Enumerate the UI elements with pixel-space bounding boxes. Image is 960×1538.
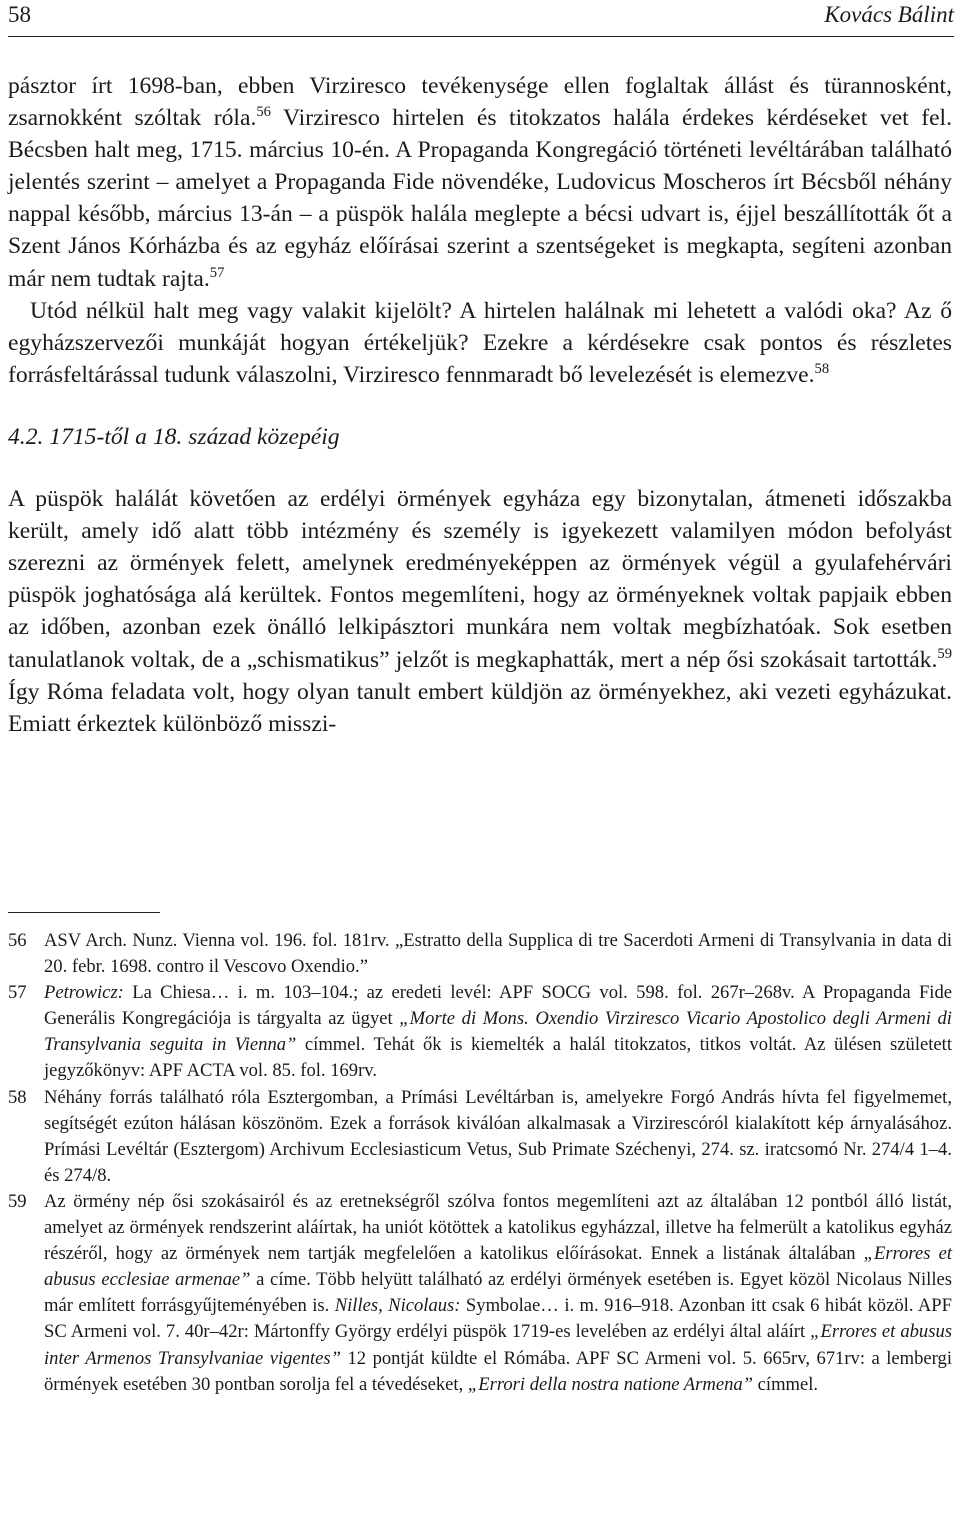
footnote-number: 56 xyxy=(8,930,27,951)
page-number: 58 xyxy=(8,2,31,27)
footnote-author: Nilles, Nicolaus: xyxy=(334,1295,461,1317)
footnote-text: a címe. Több helyütt található az erdélyi örmények esetében is. Egyet közöl Nicolaus Nilles már említett forrásgyűjteményében is. xyxy=(44,1269,952,1317)
footnotes xyxy=(8,928,952,1398)
footnote-text: Symbolae… i. m. 916–918. Azonban itt csak 6 hibát közöl. APF SC Armeni vol. 7. 40r–42r: Mártonffy György erdélyi püspök 1719-es levelében az erdélyi által aláírt xyxy=(44,1295,952,1343)
main-text xyxy=(8,70,952,740)
footnote-56 xyxy=(8,928,952,980)
paragraph-1-text-b: Virziresco hirtelen és titokzatos halála érdekes kérdéseket vet fel. Bécsben halt meg, 1715. március 10-én. A Propaganda Kongregáció történeti levéltárában található jelentés szerint – amelyet a Propaganda Fide növendéke, Ludovicus Moscheros írt Bécsből néhány nappal később, március 13-án – a püspök halála meglepte a bécsi udvart is, éjjel beszállították őt a Szent János Kórházba és az egyház előírásai szerint a szentségeket is megkapta, segíteni azonban már nem tudtak rajta. xyxy=(8,105,952,292)
paragraph-3 xyxy=(8,483,952,740)
footnote-text: címmel. xyxy=(753,1373,819,1395)
footnote-text: 12 pontját küldte el Rómába. APF SC Armeni vol. 5. 665rv, 671rv: a lembergi örmények esetében 30 pontban sorolja fel a tévedéseket, xyxy=(44,1347,953,1395)
footnote-text: Az örmény nép ősi szokásairól és az eretnekségről szólva fontos megemlíteni azt az általában 12 pontból álló listát, amelyet az örmények rendszerint aláírtak, ha uniót kötöttek a katolikus egyházzal, illetve ha felmerült a katolikus egyház részéről, hogy az örmények nem tartják megfelelően a katolikus előírásokat. Ennek a listának általában xyxy=(44,1190,952,1265)
footnote-italic-title: „Errori della nostra natione Armena” xyxy=(467,1373,754,1395)
paragraph-1-text-a: pásztor írt 1698-ban, ebben Virziresco tevékenysége ellen foglaltak állást és türannosként, zsarnokként szóltak róla. xyxy=(8,73,952,132)
footnote-italic-title: „Errores et abusus ecclesiae armenae” xyxy=(44,1243,952,1291)
footnote-ref-58: 58 xyxy=(814,361,830,378)
footnote-text: címmel. Tehát ők is kiemelték a halál titokzatos, titkos voltát. Az ülésen született jegyzőkönyv: APF ACTA vol. 85. fol. 169rv. xyxy=(44,1034,953,1082)
footnote-author: Petrowicz: xyxy=(44,982,124,1004)
paragraph-2-text: Utód nélkül halt meg vagy valakit kijelölt? A hirtelen halálnak mi lehetett a valódi oka? Az ő egyházszervezői munkáját hogyan értékeljük? Ezekre a kérdésekre csak pontos és részletes forrásfeltárással tudunk válaszolni, Virziresco fennmaradt bő levelezését is elemezve. xyxy=(8,297,952,388)
footnote-italic-title: „Errores et abusus inter Armenos Transylvaniae vigentes” xyxy=(44,1321,952,1369)
section-title: 4.2. 1715-től a 18. század közepéig xyxy=(8,423,340,450)
footnote-italic-title: „Morte di Mons. Oxendio Virziresco Vicario Apostolico degli Armeni di Transylvania seguita in Vienna” xyxy=(44,1008,952,1056)
footnote-number: 58 xyxy=(8,1086,27,1108)
page-header xyxy=(8,0,954,37)
footnote-text: ASV Arch. Nunz. Vienna vol. 196. fol. 181rv. „Estratto della Supplica di tre Sacerdoti Armeni di Transylvania in data di 20. febr. 1698. contro il Vescovo Oxendio.” xyxy=(44,930,952,978)
footnote-59 xyxy=(8,1189,952,1398)
footnote-number: 57 xyxy=(8,982,27,1004)
footnote-number: 59 xyxy=(8,1190,27,1212)
paragraph-2 xyxy=(8,295,952,391)
paragraph-1 xyxy=(8,70,952,295)
paragraph-3-text-a: A püspök halálát követően az erdélyi örmények egyháza egy bizonytalan, átmeneti időszakba került, amely idő alatt több intézmény és személy is igyekezett valamilyen módon befolyást szerezni az örmények felett, amelynek eredményeképpen az örmények végül a gyulafehérvári püspök joghatósága alá kerültek. Fontos megemlíteni, hogy az örményeknek voltak papjaik ebben az időben, azonban ezek önálló lelkipásztori munkára nem voltak megbízhatóak. Sok esetben tanulatlanok voltak, de a „schismatikus” jelzőt is megkaphatták, mert a nép ősi szokásait tartották. xyxy=(8,486,952,673)
paragraph-3-text-b: Így Róma feladata volt, hogy olyan tanult embert küldjön az örményekhez, aki vezeti egyházukat. Emiatt érkeztek különböző misszi- xyxy=(8,678,952,737)
footnote-separator xyxy=(8,912,160,913)
footnote-58 xyxy=(8,1085,952,1189)
running-title: Kovács Bálint xyxy=(824,2,954,27)
footnote-ref-57: 57 xyxy=(209,264,225,281)
footnote-57 xyxy=(8,980,952,1084)
footnote-text: La Chiesa… i. m. 103–104.; az eredeti levél: APF SOCG vol. 598. fol. 267r–268v. A Propaganda Fide Generális Kongregációja is tárgyalta az ügyet xyxy=(44,982,952,1030)
footnote-ref-56: 56 xyxy=(256,104,271,121)
footnote-text: Néhány forrás található róla Esztergomban, a Prímási Levéltárban is, amelyekre Forgó András hívta fel figyelmemet, segítségét ezúton hálásan köszönöm. Ezek a források kiválóan alkalmasak a Virzirescóról kialakított kép árnyalásához. Prímási Levéltár (Esztergom) Archivum Ecclesiasticum Vetus, Sub Primate Széchenyi, 274. sz. iratcsomó Nr. 274/4 1–4. és 274/8. xyxy=(44,1086,952,1186)
footnote-ref-59: 59 xyxy=(937,645,952,662)
